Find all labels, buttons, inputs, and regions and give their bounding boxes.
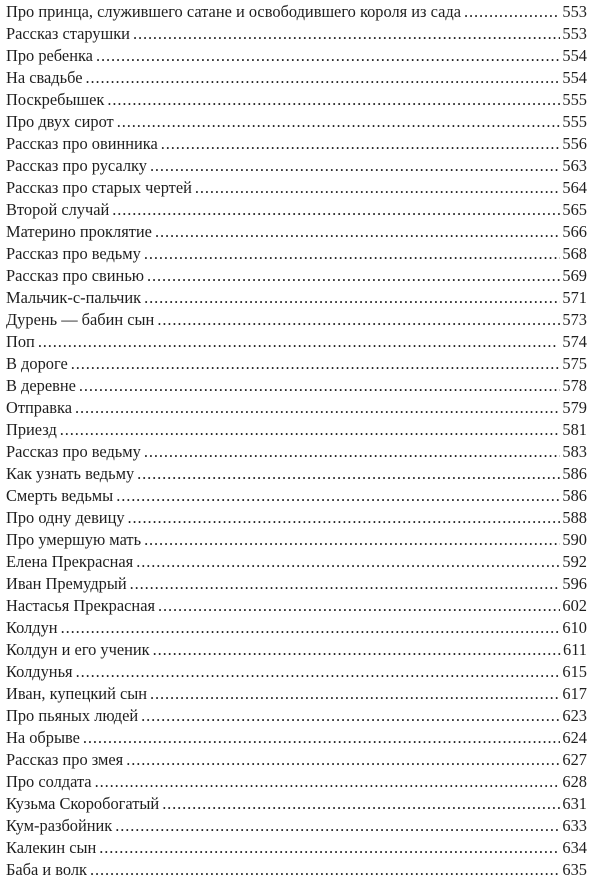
toc-entry bbox=[6, 551, 587, 573]
entry-page-number: 583 bbox=[562, 442, 587, 461]
entry-page-number: 569 bbox=[562, 266, 587, 285]
dot-leader bbox=[83, 727, 561, 749]
dot-leader bbox=[144, 287, 560, 309]
dot-leader bbox=[147, 265, 560, 287]
dot-leader bbox=[79, 375, 561, 397]
entry-title: В дороге bbox=[6, 354, 68, 373]
dot-leader bbox=[153, 639, 561, 661]
entry-title: Настасья Прекрасная bbox=[6, 596, 156, 615]
entry-page-number: 553 bbox=[562, 2, 587, 21]
entry-title: Про ребенка bbox=[6, 46, 93, 65]
dot-leader bbox=[126, 749, 560, 771]
entry-page-number: 610 bbox=[562, 618, 587, 637]
toc-entry bbox=[6, 573, 587, 595]
entry-title: Рассказ про свинью bbox=[6, 266, 145, 285]
toc-entry bbox=[6, 353, 587, 375]
toc-entry bbox=[6, 155, 587, 177]
toc-entry bbox=[6, 837, 587, 859]
entry-title: Колдун bbox=[6, 618, 58, 637]
entry-page-number: 571 bbox=[562, 288, 587, 307]
entry-page-number: 575 bbox=[562, 354, 587, 373]
entry-page-number: 555 bbox=[562, 112, 587, 131]
dot-leader bbox=[137, 463, 560, 485]
entry-page-number: 588 bbox=[562, 508, 587, 527]
dot-leader bbox=[116, 485, 560, 507]
toc-entry bbox=[6, 639, 587, 661]
toc-entry bbox=[6, 45, 587, 67]
entry-page-number: 578 bbox=[562, 376, 587, 395]
toc-entry bbox=[6, 133, 587, 155]
dot-leader bbox=[162, 793, 560, 815]
dot-leader bbox=[128, 507, 561, 529]
toc-entry bbox=[6, 67, 587, 89]
entry-page-number: 555 bbox=[562, 90, 587, 109]
entry-title: Материно проклятие bbox=[6, 222, 152, 241]
entry-title: Приезд bbox=[6, 420, 57, 439]
entry-page-number: 566 bbox=[562, 222, 587, 241]
dot-leader bbox=[150, 155, 560, 177]
entry-page-number: 617 bbox=[562, 684, 587, 703]
entry-title: Рассказ про ведьму bbox=[6, 244, 141, 263]
entry-title: Рассказ про ведьму bbox=[6, 442, 141, 461]
toc-entry bbox=[6, 177, 587, 199]
toc-entry bbox=[6, 727, 587, 749]
toc-entry bbox=[6, 859, 587, 881]
toc-entry bbox=[6, 771, 587, 793]
toc-entry bbox=[6, 375, 587, 397]
entry-title: Как узнать ведьму bbox=[6, 464, 135, 483]
toc-entry bbox=[6, 617, 587, 639]
toc-entry bbox=[6, 441, 587, 463]
entry-page-number: 563 bbox=[562, 156, 587, 175]
toc-entry bbox=[6, 287, 587, 309]
entry-title: На обрыве bbox=[6, 728, 80, 747]
toc-entry bbox=[6, 309, 587, 331]
dot-leader bbox=[464, 1, 560, 23]
toc-entry bbox=[6, 507, 587, 529]
entry-title: Мальчик-с-пальчик bbox=[6, 288, 142, 307]
toc-entry bbox=[6, 815, 587, 837]
toc-entry bbox=[6, 221, 587, 243]
entry-title: Про двух сирот bbox=[6, 112, 114, 131]
toc-entry bbox=[6, 661, 587, 683]
dot-leader bbox=[133, 23, 560, 45]
entry-page-number: 631 bbox=[562, 794, 587, 813]
toc-entry bbox=[6, 485, 587, 507]
dot-leader bbox=[95, 771, 561, 793]
dot-leader bbox=[61, 617, 561, 639]
toc-entry bbox=[6, 397, 587, 419]
entry-page-number: 565 bbox=[562, 200, 587, 219]
toc-entry bbox=[6, 419, 587, 441]
entry-title: Второй случай bbox=[6, 200, 110, 219]
entry-title: Про солдата bbox=[6, 772, 92, 791]
dot-leader bbox=[75, 397, 560, 419]
entry-page-number: 590 bbox=[562, 530, 587, 549]
entry-page-number: 554 bbox=[562, 46, 587, 65]
dot-leader bbox=[115, 815, 560, 837]
entry-page-number: 592 bbox=[562, 552, 587, 571]
dot-leader bbox=[157, 309, 560, 331]
entry-page-number: 627 bbox=[562, 750, 587, 769]
toc-entry bbox=[6, 23, 587, 45]
toc-entry bbox=[6, 243, 587, 265]
entry-page-number: 553 bbox=[562, 24, 587, 43]
entry-title: На свадьбе bbox=[6, 68, 83, 87]
toc-entry bbox=[6, 793, 587, 815]
entry-title: Колдунья bbox=[6, 662, 73, 681]
entry-page-number: 624 bbox=[562, 728, 587, 747]
dot-leader bbox=[161, 133, 561, 155]
toc-entry bbox=[6, 89, 587, 111]
entry-title: Рассказ про змея bbox=[6, 750, 124, 769]
dot-leader bbox=[158, 595, 560, 617]
entry-title: Про пьяных людей bbox=[6, 706, 139, 725]
toc-entry bbox=[6, 199, 587, 221]
entry-title: Про одну девицу bbox=[6, 508, 125, 527]
toc-entry bbox=[6, 463, 587, 485]
entry-page-number: 554 bbox=[562, 68, 587, 87]
entry-page-number: 556 bbox=[562, 134, 587, 153]
entry-title: Смерть ведьмы bbox=[6, 486, 114, 505]
dot-leader bbox=[130, 573, 561, 595]
entry-title: Дурень — бабин сын bbox=[6, 310, 155, 329]
dot-leader bbox=[90, 859, 560, 881]
toc-entry bbox=[6, 331, 587, 353]
dot-leader bbox=[136, 551, 560, 573]
entry-title: Кузьма Скоробогатый bbox=[6, 794, 160, 813]
entry-page-number: 634 bbox=[562, 838, 587, 857]
dot-leader bbox=[99, 837, 560, 859]
entry-title: Про принца, служившего сатане и освободившего короля из сада bbox=[6, 2, 461, 21]
toc-entry bbox=[6, 683, 587, 705]
entry-page-number: 564 bbox=[562, 178, 587, 197]
dot-leader bbox=[144, 243, 561, 265]
entry-page-number: 579 bbox=[562, 398, 587, 417]
dot-leader bbox=[144, 529, 560, 551]
entry-title: Поскребышек bbox=[6, 90, 105, 109]
entry-title: Кум-разбойник bbox=[6, 816, 113, 835]
toc-entry bbox=[6, 265, 587, 287]
entry-page-number: 611 bbox=[563, 640, 587, 659]
dot-leader bbox=[107, 89, 560, 111]
dot-leader bbox=[112, 199, 560, 221]
toc-entry bbox=[6, 529, 587, 551]
dot-leader bbox=[117, 111, 561, 133]
toc-entry bbox=[6, 111, 587, 133]
dot-leader bbox=[76, 661, 561, 683]
entry-page-number: 623 bbox=[562, 706, 587, 725]
entry-page-number: 635 bbox=[562, 860, 587, 879]
entry-title: Колдун и его ученик bbox=[6, 640, 150, 659]
dot-leader bbox=[38, 331, 561, 353]
dot-leader bbox=[150, 683, 560, 705]
entry-page-number: 581 bbox=[562, 420, 587, 439]
dot-leader bbox=[96, 45, 560, 67]
entry-title: Рассказ про овинника bbox=[6, 134, 158, 153]
entry-page-number: 628 bbox=[562, 772, 587, 791]
toc-entry bbox=[6, 595, 587, 617]
dot-leader bbox=[60, 419, 561, 441]
entry-page-number: 596 bbox=[562, 574, 587, 593]
entry-title: Елена Прекрасная bbox=[6, 552, 134, 571]
entry-page-number: 602 bbox=[562, 596, 587, 615]
table-of-contents bbox=[6, 1, 587, 881]
dot-leader bbox=[155, 221, 560, 243]
entry-title: Про умершую мать bbox=[6, 530, 142, 549]
toc-entry bbox=[6, 1, 587, 23]
entry-page-number: 586 bbox=[562, 486, 587, 505]
entry-title: Иван, купецкий сын bbox=[6, 684, 148, 703]
entry-title: Рассказ про русалку bbox=[6, 156, 147, 175]
entry-title: Поп bbox=[6, 332, 35, 351]
entry-title: Калекин сын bbox=[6, 838, 97, 857]
dot-leader bbox=[195, 177, 561, 199]
entry-page-number: 568 bbox=[562, 244, 587, 263]
entry-title: Иван Премудрый bbox=[6, 574, 127, 593]
entry-page-number: 573 bbox=[562, 310, 587, 329]
entry-page-number: 574 bbox=[562, 332, 587, 351]
entry-page-number: 586 bbox=[562, 464, 587, 483]
toc-entry bbox=[6, 705, 587, 727]
dot-leader bbox=[144, 441, 561, 463]
dot-leader bbox=[71, 353, 561, 375]
entry-title: Рассказ про старых чертей bbox=[6, 178, 192, 197]
toc-entry bbox=[6, 749, 587, 771]
entry-title: Баба и волк bbox=[6, 860, 88, 879]
entry-page-number: 615 bbox=[562, 662, 587, 681]
dot-leader bbox=[86, 67, 561, 89]
entry-page-number: 633 bbox=[562, 816, 587, 835]
dot-leader bbox=[141, 705, 560, 727]
entry-title: В деревне bbox=[6, 376, 76, 395]
entry-title: Рассказ старушки bbox=[6, 24, 130, 43]
entry-title: Отправка bbox=[6, 398, 72, 417]
